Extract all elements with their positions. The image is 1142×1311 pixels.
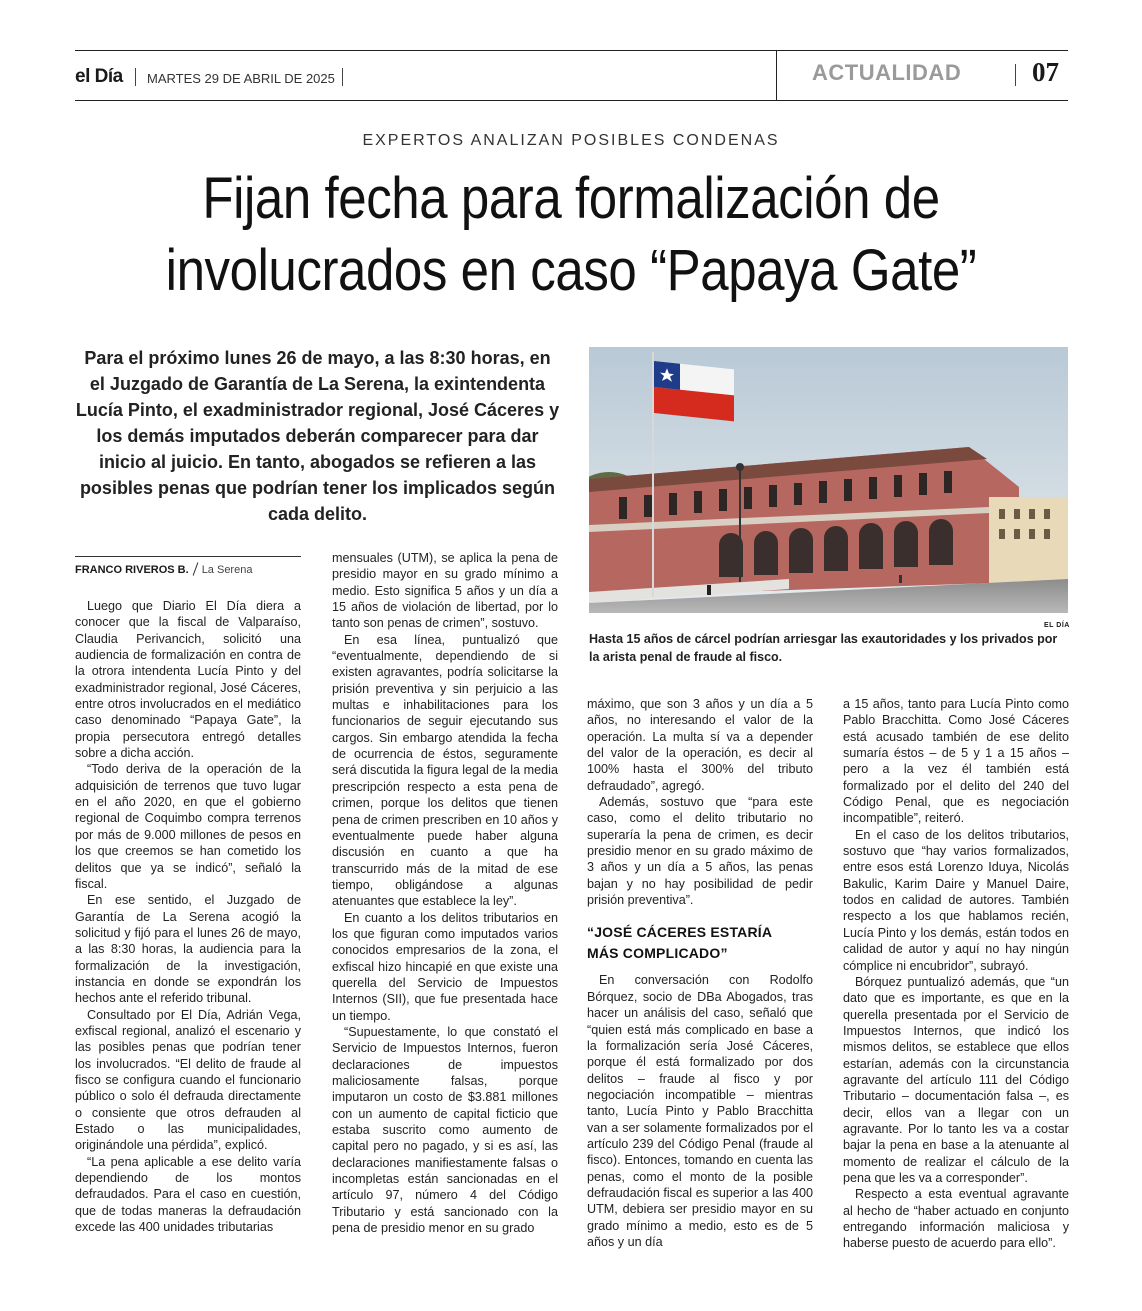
paragraph: En conversación con Rodolfo Bórquez, socio de DBa Abogados, tras hacer un análisis del caso, señaló que “quien está más complicado en base a la formalización sería José Cáceres, porque él está formalizado por dos delitos – fraude al fisco y por negociación incompatible – mientras tanto, Lucía Pinto y Pablo Bracchitta van a ser solamente formalizados por el artículo 239 del Código Penal (fraude al fisco). Entonces, tomando en cuenta las penas, como el monto de la posible defraudación fiscal es superior a las 400 UTM, debiera ser presidio mayor en su grado mínimo a medio, esto es de 5 años y un día (587, 973, 813, 1249)
byline (75, 562, 252, 576)
paragraph: “Supuestamente, lo que constató el Servicio de Impuestos Internos, fueron declaraciones de impuestos maliciosamente falsas, porque imputaron un costo de $3.881 millones con un aumento de capital ficticio que estaba suscrito como aumento de capital pero no pagado, y si es así, las declaraciones manifiestamente falsas o incompletas están sancionadas en el artículo 97, número 4 del Código Tributario y está sancionado con la pena de presidio menor en su grado (332, 1024, 558, 1236)
byline-author: FRANCO RIVEROS B. (75, 564, 189, 576)
header-divider (135, 68, 136, 86)
byline-separator (192, 562, 198, 575)
photo-credit: EL DÍA (1044, 622, 1070, 629)
paragraph: Además, sostuvo que “para este caso, como el delito tributario no superaría la pena de crimen, es decir presidio menor en su grado máximo de 3 años y un día a 5 años, las penas bajan y no hay posibilidad de pedir prisión preventiva”. (587, 795, 813, 908)
subheading-line: “JOSÉ CÁCERES ESTARÍA (587, 924, 773, 941)
paragraph: Consultado por El Día, Adrián Vega, exfiscal regional, analizó el escenario y las posibles penas que podrían tener los involucrados. “El delito de fraude al fisco se configura cuando el funcionario público o solo él defrauda directamente o consiente que otros defrauden al Estado o las municipalidades, originándole una pérdida”, explicó. (75, 1007, 301, 1153)
paragraph: Luego que Diario El Día diera a conocer que la fiscal de Valparaíso, Claudia Perivancich, solicitó una audiencia de formalización en contra de la otrora intendenta Lucía Pinto y del exadministrador regional, José Cáceres, entre otros involucrados en el mediático caso denominado “Papaya Gate”, la propia persecutora entregó detalles sobre a dicha acción. (75, 599, 301, 761)
article-photo (589, 347, 1068, 613)
page-number: 07 (1032, 57, 1059, 87)
paragraph: a 15 años, tanto para Lucía Pinto como Pablo Bracchitta. Como José Cáceres está acusado también de ese delito sumaría éstos – de 5 y 1 a 15 años – pero a la vez él también está formalizado por el delito del 240 del Código Penal, que es negociación incompatible”, reiteró. (843, 697, 1069, 826)
article-column-4 (843, 696, 1069, 1252)
subheading-line: MÁS COMPLICADO” (587, 945, 728, 962)
newspaper-logo: el Día (75, 66, 123, 87)
header-divider (342, 68, 343, 86)
paragraph: Bórquez puntualizó además, que “un dato que es importante, es que en la querella presentada por el Servicio de Impuestos Internos, que indicó los mismos delitos, se establece que ellos estarían, además con la circunstancia agravante del artículo 111 del Código Tributario – documentación falsa –, es decir, ellos van a llegar con un agravante. Por lo tanto les va a costar bajar la pena en base a la atenuante al momento de realizar el cálculo de la pena que les va a corresponder”. (843, 974, 1069, 1185)
header-bottom-rule (75, 100, 1068, 101)
header-section-divider (776, 50, 777, 101)
photo-caption: Hasta 15 años de cárcel podrían arriesgar las exautoridades y los privados por la arista penal de fraude al fisco. (589, 632, 1058, 664)
issue-date: MARTES 29 DE ABRIL DE 2025 (147, 71, 335, 86)
paragraph: máximo, que son 3 años y un día a 5 años, no interesando el valor de la operación. La multa sí va a depender del valor de la operación, es decir al 100% hasta el 300% del tributo defraudado”, agregó. (587, 697, 813, 793)
paragraph: “Todo deriva de la operación de la adquisición de terrenos que tuvo lugar en el año 2020, en que el gobierno regional de Coquimbo compra terrenos por más de 9.000 millones de pesos en los que creemos se han cometido los delitos que ya se indicó”, señaló la fiscal. (75, 762, 301, 891)
paragraph: En esa línea, puntualizó que “eventualmente, dependiendo de si existen agravantes, podría solicitarse la prisión preventiva y sin perjuicio a las multas e inhabilitaciones para los funcionarios de seguir ejecutando sus cargos. Sin embargo atendida la fecha de ocurrencia de éstos, seguramente será discutida la figura legal de la media prescripción respecto a esta pena de crimen, porque los delitos que tienen pena de crimen prescriben en 10 años y eventualmente puede haber alguna discusión en cuanto a que ha transcurrido más de la mitad de ese tiempo, obligándose a algunas atenuantes que establece la ley”. (332, 632, 558, 909)
article-headline: Fijan fecha para formalización de involucrados en caso “Papaya Gate” (165, 166, 977, 303)
article-column-1 (75, 598, 301, 1235)
article-subheading (587, 922, 813, 964)
paragraph: En el caso de los delitos tributarios, sostuvo que “hay varios formalizados, entre esos está Lorenzo Iduya, Nicolás Bakulic, Karim Daire y Manuel Daire, todos en calidad de autores. También respecto a los que hablamos recién, Lucía Pinto y los demás, están todos en calidad de autor y aquí no hay ningún cómplice ni encubridor”, subrayó. (843, 827, 1069, 973)
paragraph: Respecto a esta eventual agravante al hecho de “haber actuado en conjunto entregando información maliciosa y haberse puesto de acuerdo para ello”. (843, 1187, 1069, 1251)
header-divider (1015, 64, 1016, 86)
article-lede: Para el próximo lunes 26 de mayo, a las 8:30 horas, en el Juzgado de Garantía de La Serena, la exintendenta Lucía Pinto, el exadministrador regional, José Cáceres y los demás imputados deberán comparecer para dar inicio al juicio. En tanto, abogados se refieren a las posibles penas que podrían tener los implicados según cada delito. (75, 348, 560, 524)
article-column-2 (332, 550, 558, 1236)
section-label: ACTUALIDAD (812, 60, 962, 85)
paragraph: En cuanto a los delitos tributarios en los que figuran como imputados varios conocidos empresarios de la zona, el exfiscal hizo hincapié en que existe una querella del Servicio de Impuestos Internos (SII), que fue presentada hace un tiempo. (332, 910, 558, 1023)
byline-place: La Serena (201, 564, 253, 576)
paragraph: En ese sentido, el Juzgado de Garantía de La Serena acogió la solicitud y fijó para el lunes 26 de mayo, a las 8:30 horas, la audiencia para la formalización de la investigación, instancia en donde se expondrán los hechos ante el referido tribunal. (75, 893, 301, 1006)
article-column-3 (587, 696, 813, 1250)
byline-rule (75, 556, 301, 557)
paragraph: mensuales (UTM), se aplica la pena de presidio mayor en su grado mínimo a medio. Esto significa 5 años y un día a 15 años de violación de libertad, por lo tanto son penas de crimen”, sostuvo. (332, 551, 558, 631)
article-kicker: EXPERTOS ANALIZAN POSIBLES CONDENAS (362, 132, 780, 149)
header-top-rule (75, 50, 1068, 51)
paragraph: “La pena aplicable a ese delito varía dependiendo de los montos defraudados. Para el caso en cuestión, que de todas maneras la defraudación excede las 400 unidades tributarias (75, 1154, 301, 1235)
